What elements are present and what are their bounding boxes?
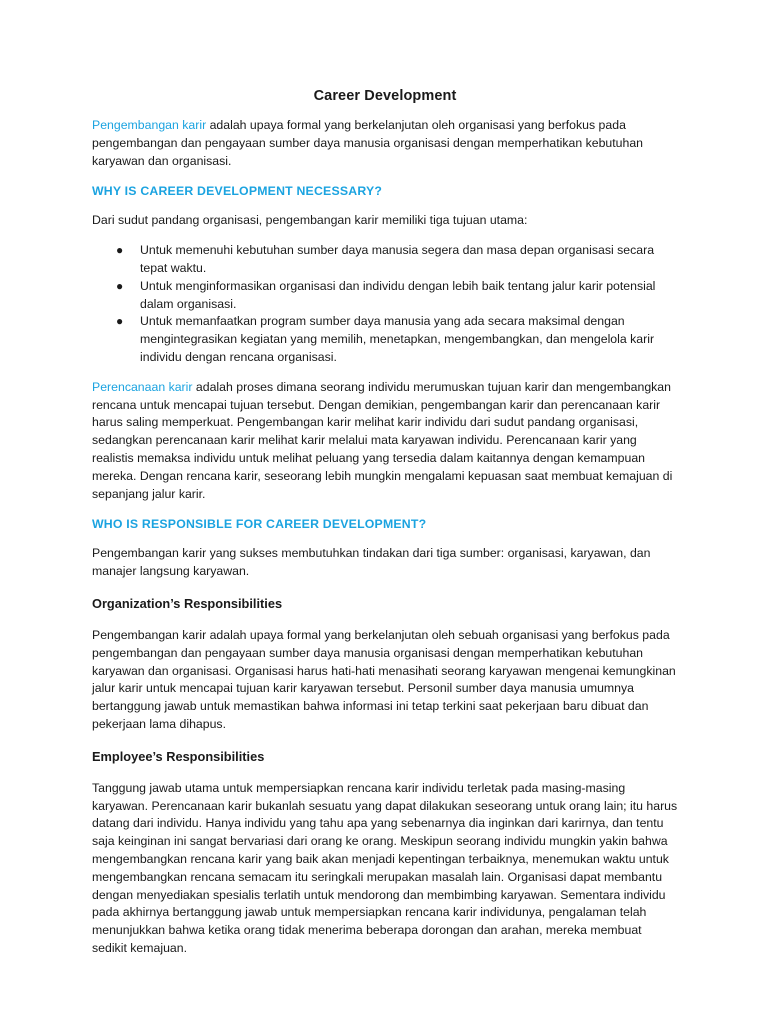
- bullet-icon: ●: [116, 243, 124, 258]
- emp-responsibilities-text: Tanggung jawab utama untuk mempersiapkan rencana karir individu terletak pada masing-masing karyawan. Perencanaan karir bukanlah sesuatu yang dapat dilakukan seseorang untuk orang lain; itu harus datang dari individu. Hanya individu yang tahu apa yang sebenarnya dia inginkan dari karirnya, dan tentu saja keinginan ini sangat bervariasi dari orang ke orang. Meskipun seorang individu mungkin yakin bahwa mengembangkan rencana karir yang baik akan menjadi kepentingan terbaiknya, menemukan waktu untuk mengembangkan rencana semacam itu seringkali merupakan masalah lain. Organisasi dapat membantu dengan menyediakan spesialis terlatih untuk mendorong dan membimbing karyawan. Sementara individu pada akhirnya bertanggung jawab untuk mempersiapkan rencana karir individunya, pengalaman telah menunjukkan bahwa ketika orang tidak menerima beberapa dorongan dan arahan, mereka membuat sedikit kemajuan.: [92, 780, 678, 955]
- intro-term: Pengembangan karir: [92, 118, 207, 132]
- list-item: [92, 278, 678, 314]
- list-item-text: Untuk memenuhi kebutuhan sumber daya manusia segera dan masa depan organisasi secara tepat waktu.: [140, 243, 655, 275]
- planning-text: adalah proses dimana seorang individu merumuskan tujuan karir dan mengembangkan rencana untuk mencapai tujuan tersebut. Dengan demikian, pengembangan karir dan perencanaan karir harus saling memperkuat. Pengembangan karir melihat karir individu dari sudut pandang organisasi, sedangkan perencanaan karir melihat karir melalui mata karyawan individu. Perencanaan karir yang realistis memaksa individu untuk melihat peluang yang tersedia dalam kaitannya dengan kemampuan mereka. Dengan rencana karir, seseorang lebih mungkin mengalami kepuasan saat membuat kemajuan di sepanjang jalur karir.: [92, 379, 673, 501]
- bullet-icon: ●: [116, 314, 124, 329]
- intro-text: adalah upaya formal yang berkelanjutan oleh organisasi yang berfokus pada pengembangan dan pengayaan sumber daya manusia organisasi dengan memperhatikan kebutuhan karyawan dan organisasi.: [92, 118, 644, 168]
- section1-lead: Dari sudut pandang organisasi, pengembangan karir memiliki tiga tujuan utama:: [92, 213, 528, 228]
- org-responsibilities-heading: Organization’s Responsibilities: [92, 595, 283, 611]
- goals-list: [92, 242, 678, 367]
- section-heading-who: WHO IS RESPONSIBLE FOR CAREER DEVELOPMENT?: [92, 517, 427, 532]
- planning-term: Perencanaan karir: [92, 379, 193, 394]
- list-item-text: Untuk menginformasikan organisasi dan individu dengan lebih baik tentang jalur karir potensial dalam organisasi.: [140, 278, 656, 311]
- planning-paragraph: [92, 379, 678, 504]
- document-page: [92, 88, 678, 958]
- page-title: Career Development: [313, 88, 457, 104]
- emp-responsibilities-heading: Employee’s Responsibilities: [92, 748, 265, 764]
- list-item: [92, 313, 678, 366]
- org-responsibilities-text: Pengembangan karir adalah upaya formal yang berkelanjutan oleh sebuah organisasi yang berfokus pada pengembangan dan pengayaan sumber daya manusia organisasi dengan memperhatikan kebutuhan karyawan dan organisasi. Organisasi harus hati-hati menasihati seorang karyawan mengenai kemungkinan jalur karir untuk mencapai tujuan karir karyawan tersebut. Personil sumber daya manusia umumnya bertanggung jawab untuk memastikan bahwa informasi ini tetap terkini saat pekerjaan baru dibuat dan pekerjaan lama dihapus.: [92, 627, 676, 731]
- list-item: [92, 242, 678, 278]
- list-item-text: Untuk memanfaatkan program sumber daya manusia yang ada secara maksimal dengan mengintegrasikan kegiatan yang memilih, menetapkan, mengembangkan, dan mengelola karir individu dengan rencana organisasi.: [140, 314, 655, 364]
- bullet-icon: ●: [116, 278, 124, 293]
- intro-paragraph: [92, 117, 678, 170]
- section-heading-why: WHY IS CAREER DEVELOPMENT NECESSARY?: [92, 184, 383, 199]
- section2-lead: Pengembangan karir yang sukses membutuhkan tindakan dari tiga sumber: organisasi, karyawan, dan manajer langsung karyawan.: [92, 546, 651, 579]
